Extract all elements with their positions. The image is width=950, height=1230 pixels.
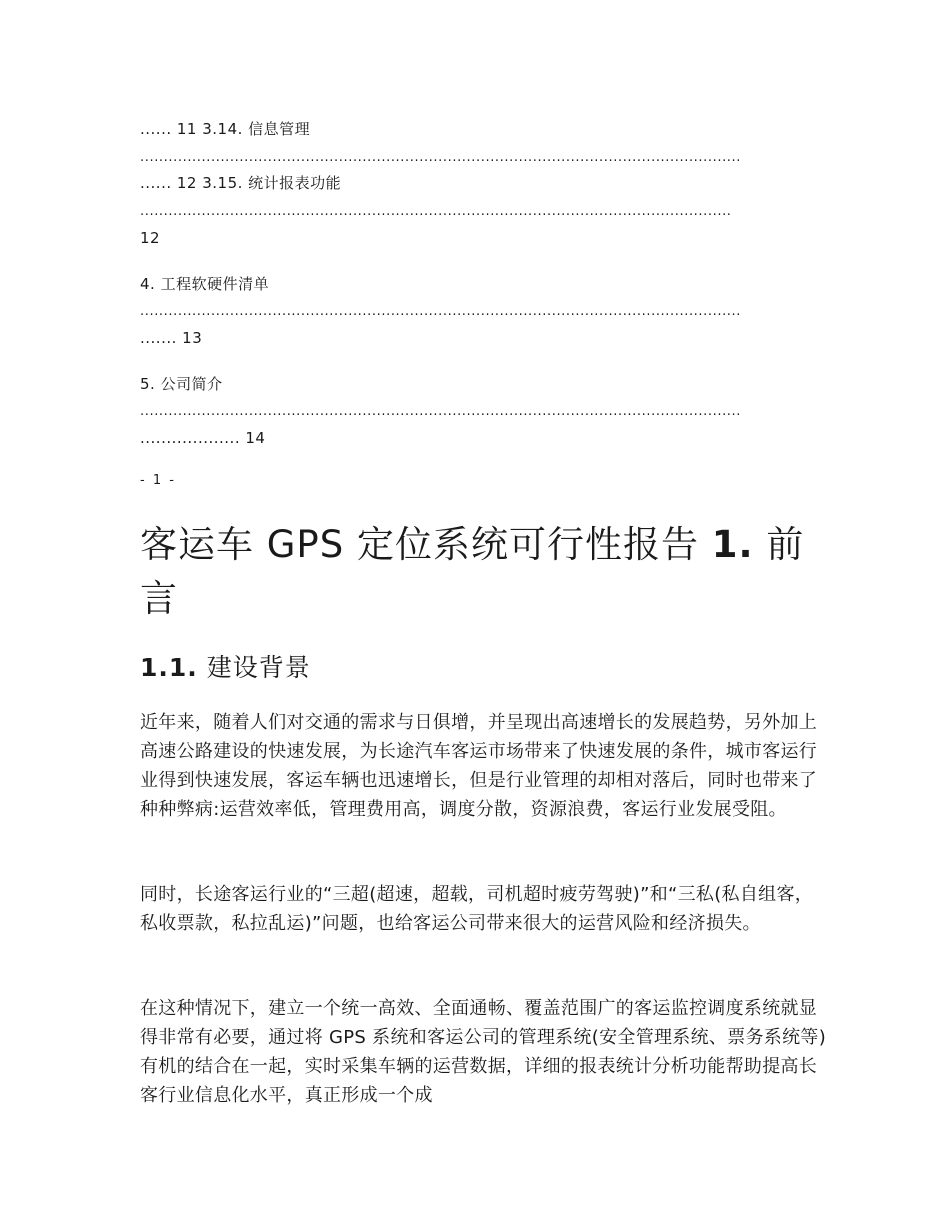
document-title (140, 518, 820, 626)
section-heading (140, 650, 311, 686)
title-text: 客运车 GPS 定位系统可行性报告 (140, 523, 712, 566)
toc-dot-leader: ............................................................................................................................... (140, 404, 742, 419)
paragraph: 在这种情况下，建立一个统一高效、全面通畅、覆盖范围广的客运监控调度系统就显得非常有必要，通过将 GPS 系统和客运公司的管理系统(安全管理系统、票务系统等)有机的结合在一起，实时采集车辆的运营数据，详细的报表统计分析功能帮助提高长客行业信息化水平，真正形成一个成 (140, 998, 827, 1106)
title-tail: 前言 (140, 523, 805, 620)
toc-entry-5[interactable]: 5. 公司简介 (140, 375, 223, 393)
paragraph: 同时，长途客运行业的“三超(超速，超载，司机超时疲劳驾驶)”和“三私(私自组客，私收票款，私拉乱运)”问题，也给客运公司带来很大的运营风险和经济损失。 (140, 884, 814, 934)
section-number: 1.1. (140, 653, 198, 682)
toc-dot-leader: ............................................................................................................................... (140, 304, 742, 319)
toc-label: 3.15. 统计报表功能 (202, 174, 342, 192)
toc-lead-page: ...... 12 (140, 174, 197, 192)
toc-dot-leader: ............................................................................................................................... (140, 150, 742, 165)
page-number: - 1 - (140, 473, 176, 488)
section-title: 建设背景 (197, 653, 311, 682)
toc-page-number: ................... 14 (140, 429, 266, 447)
toc-entry-3-14[interactable] (140, 119, 310, 139)
toc-label: 3.14. 信息管理 (202, 120, 311, 138)
toc-entry-4[interactable]: 4. 工程软硬件清单 (140, 275, 270, 293)
toc-entry-3-15[interactable] (140, 173, 341, 193)
toc-page-number: ....... 13 (140, 329, 203, 347)
title-number: 1. (711, 523, 754, 566)
toc-page-number: 12 (140, 229, 161, 247)
toc-dot-leader: ............................................................................................................................. (140, 204, 732, 219)
paragraph: 近年来，随着人们对交通的需求与日俱增，并呈现出高速增长的发展趋势，另外加上高速公路建设的快速发展，为长途汽车客运市场带来了快速发展的条件，城市客运行业得到快速发展，客运车辆也迅速增长，但是行业管理的却相对落后，同时也带来了种种弊病:运营效率低，管理费用高，调度分散，资源浪费，客运行业发展受阻。 (140, 712, 818, 820)
toc-lead-page: ...... 11 (140, 120, 197, 138)
